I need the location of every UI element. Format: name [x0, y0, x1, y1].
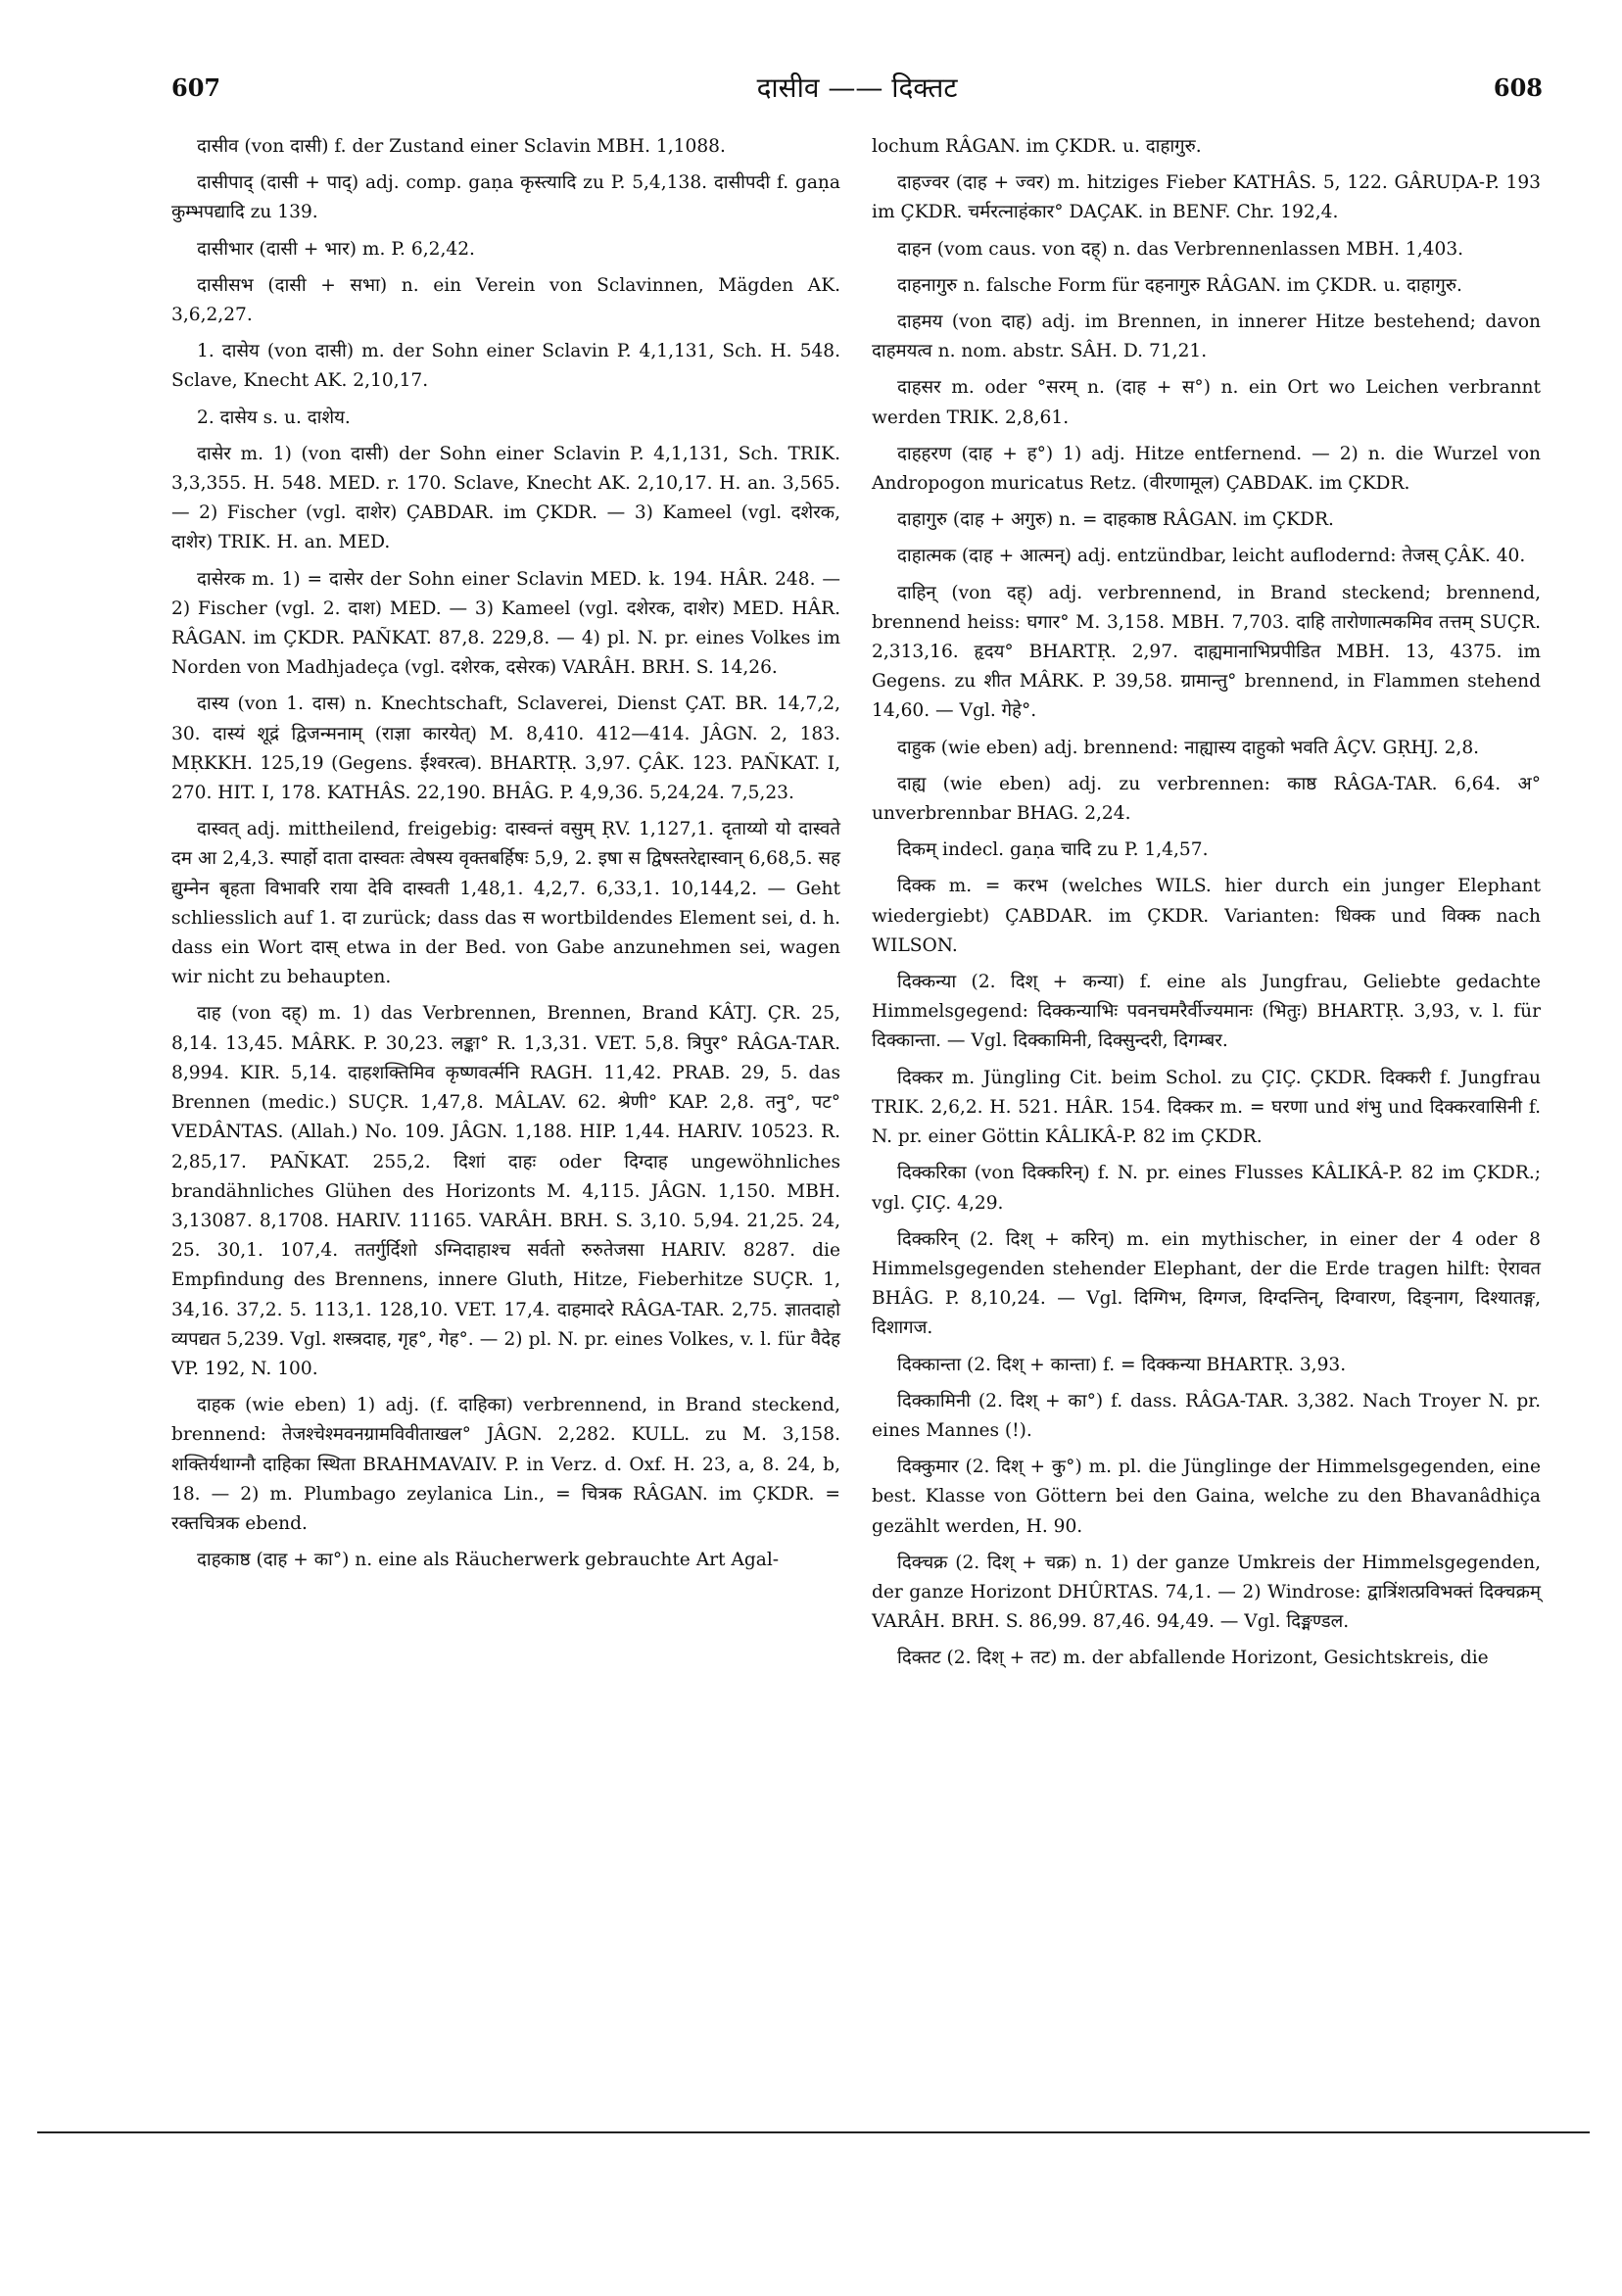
dictionary-entry: दाह (von दह्) m. 1) das Verbrennen, Brennen, Brand KÂTJ. ÇR. 25, 8,14. 13,45. MÂRK. P. 30,23. लङ्का° R. 1,3,31. VET. 5,8. त्रिपुर° RÂGA-TAR. 8,994. KIR. 5,14. दाहशक्तिमिव कृष्णवर्त्मनि RAGH. 11,42. PRAB. 29, 5. das Brennen (medic.) SUÇR. 1,47,8. MÂLAV. 62. श्रेणी° KAP. 2,8. तनु°, पट° VEDÂNTAS. (Allah.) No. 109. JÂGN. 1,188. HIP. 1,44. HARIV. 10523. R. 2,85,17. PAÑKAT. 255,2. दिशां दाहः oder दिग्दाह ungewöhnliches brandähnliches Glühen des Horizonts M. 4,115. JÂGN. 1,150. MBH. 3,13087. 8,1708. HARIV. 11165. VARÂH. BRH. S. 3,10. 5,94. 21,25. 24, 25. 30,1. 107,4. ततर्गुर्दिशो ऽग्निदाहाश्च सर्वतो रुरुतेजसा HARIV. 8287. die Empfindung des Brennens, innere Gluth, Hitze, Fieberhitze SUÇR. 1, 34,16. 37,2. 5. 113,1. 128,10. VET. 17,4. दाहमादरे RÂGA-TAR. 2,75. ज्ञातदाहो व्यपद्यत 5,239. Vgl. शस्त्रदाह, गृह°, गेह°. — 2) pl. N. pr. eines Volkes, v. l. für वैदेह VP. 192, N. 100.: [171, 1003, 840, 1379]
running-title: दासीव —— दिक्तट: [756, 72, 958, 104]
dictionary-entry: दाहज्वर (दाह + ज्वर) m. hitziges Fieber KATHÂS. 5, 122. GÂRUḌA-P. 193 im ÇKDR. चर्मरत्नाहंकार° DAÇAK. in BENF. Chr. 192,4.: [872, 172, 1541, 223]
dictionary-entry: दाहमय (von दाह) adj. im Brennen, in innerer Hitze bestehend; davon दाहमयत्व n. nom. abstr. SÂH. D. 71,21.: [872, 311, 1541, 362]
dictionary-entry: दाहात्मक (दाह + आत्मन्) adj. entzündbar, leicht auflodernd: तेजस् ÇÂK. 40.: [897, 546, 1526, 567]
dictionary-entry: दाहिन् (von दह्) adj. verbrennend, in Brand steckend; brennend, brennend heiss: घगार° M. 3,158. MBH. 7,703. दाहि तारोणात्मकमिव तत्तम् SUÇR. 2,313,16. हृदय° BHARTṚ. 2,97. दाह्यमानाभिप्रपीडित MBH. 13, 4375. im Gegens. zu शीत MÂRK. P. 39,58. ग्रामान्तु° brennend, in Flammen stehend 14,60. — Vgl. गेहे°.: [872, 582, 1541, 722]
dictionary-entry: दासीभार (दासी + भार) m. P. 6,2,42.: [197, 238, 475, 260]
dictionary-entry: दाहुक (wie eben) adj. brennend: नाह्यास्य दाहुको भवति ÂÇV. GṚHJ. 2,8.: [897, 737, 1480, 758]
dictionary-entry: दाह्य (wie eben) adj. zu verbrennen: काष्ठ RÂGA-TAR. 6,64. अ° unverbrennbar BHAG. 2,24.: [872, 773, 1541, 825]
dictionary-entry: दिक्कामिनी (2. दिश् + का°) f. dass. RÂGA-TAR. 3,382. Nach Troyer N. pr. eines Mannes (!).: [872, 1390, 1541, 1441]
dictionary-entry: दिक्कर m. Jüngling Cit. beim Schol. zu ÇIÇ. ÇKDR. दिक्करी f. Jungfrau TRIK. 2,6,2. H. 521. HÂR. 154. दिक्कर m. = घरणा und शंभु und दिक्करवासिनी f. N. pr. einer Göttin KÂLIKÂ-P. 82 im ÇKDR.: [872, 1067, 1541, 1148]
left-column: [171, 132, 840, 1582]
dictionary-entry: दासीसभ (दासी + सभा) n. ein Verein von Sclavinnen, Mägden AK. 3,6,2,27.: [171, 274, 840, 326]
dictionary-entry: दिक्कुमार (2. दिश् + कु°) m. pl. die Jünglinge der Himmelsgegenden, eine best. Klasse von Göttern bei den Gaina, welche zu den Bhavanâdhiça gezählt werden, H. 90.: [872, 1457, 1541, 1537]
dictionary-entry: 2. दासेय s. u. दाशेय.: [197, 407, 351, 428]
dictionary-entry: दासीव (von दासी) f. der Zustand einer Sclavin MBH. 1,1088.: [197, 136, 726, 157]
dictionary-entry: 1. दासेय (von दासी) m. der Sohn einer Sclavin P. 4,1,131, Sch. H. 548. Sclave, Knecht AK. 2,10,17.: [171, 341, 840, 392]
dictionary-entry-continued: lochum RÂGAN. im ÇKDR. u. दाहागुरु.: [872, 136, 1202, 157]
dictionary-entry: दासीपाद् (दासी + पाद्) adj. comp. gaṇa कृस्त्यादि zu P. 5,4,138. दासीपदी f. gaṇa कुम्भपद्यादि zu 139.: [171, 172, 840, 223]
dictionary-entry: दिकम् indecl. gaṇa चादि zu P. 1,4,57.: [897, 839, 1209, 861]
dictionary-entry: दाहहरण (दाह + ह°) 1) adj. Hitze entfernend. — 2) n. die Wurzel von Andropogon muricatus Retz. (वीरणामूल) ÇABDAK. im ÇKDR.: [872, 443, 1541, 495]
page-header: [171, 67, 1543, 108]
dictionary-entry: दास्वत् adj. mittheilend, freigebig: दास्वन्तं वसुम् ṚV. 1,127,1. दृताय्यो यो दास्वते दम आ 2,4,3. स्पार्हो दाता दास्वतः त्वेषस्य वृक्तबर्हिषः 5,9, 2. इषा स द्विषस्तरेद्दास्वान् 6,68,5. सह द्युम्नेन बृहता विभावरि राया देवि दास्वती 1,48,1. 4,2,7. 6,33,1. 10,144,2. — Geht schliesslich auf 1. दा zurück; dass das स wortbildendes Element sei, d. h. dass ein Wort दास् etwa in der Bed. von Gabe anzunehmen sei, wagen wir nicht zu behaupten.: [171, 819, 840, 988]
dictionary-entry: दाहनागुरु n. falsche Form für दहनागुरु RÂGAN. im ÇKDR. u. दाहागुरु.: [897, 274, 1462, 296]
dictionary-entry: दिक्चक्र (2. दिश् + चक्र) n. 1) der ganze Umkreis der Himmelsgegenden, der ganze Horizont DHÛRTAS. 74,1. — 2) Windrose: द्वात्रिंशत्प्रविभक्तं दिक्चक्रम् VARÂH. BRH. S. 86,99. 87,46. 94,49. — Vgl. दिङ्मण्डल.: [872, 1552, 1541, 1633]
dictionary-entry: दासेरक m. 1) = दासेर der Sohn einer Sclavin MED. k. 194. HÂR. 248. — 2) Fischer (vgl. 2. दाश) MED. — 3) Kameel (vgl. दशेरक, दाशेर) MED. HÂR. RÂGAN. im ÇKDR. PAÑKAT. 87,8. 229,8. — 4) pl. N. pr. eines Volkes im Norden von Madhjadeça (vgl. दशेरक, दसेरक) VARÂH. BRH. S. 14,26.: [171, 568, 840, 679]
page-number-right: 608: [1493, 72, 1543, 102]
dictionary-entry: दाहकाष्ठ (दाह + का°) n. eine als Räucherwerk gebrauchte Art Agal-: [197, 1550, 780, 1571]
dictionary-entry: दाहक (wie eben) 1) adj. (f. दाहिका) verbrennend, in Brand steckend, brennend: तेजश्चेश्मवनग्रामविवीताखल° JÂGN. 2,282. KULL. zu M. 3,158. शक्तिर्यथाग्नौ दाहिका स्थिता BRAHMAVAIV. P. in Verz. d. Oxf. H. 23, a, 8. 24, b, 18. — 2) m. Plumbago zeylanica Lin., = चित्रक RÂGAN. im ÇKDR. = रक्तचित्रक ebend.: [171, 1395, 840, 1534]
dictionary-entry: दिक्करिका (von दिक्करिन्) f. N. pr. eines Flusses KÂLIKÂ-P. 82 im ÇKDR.; vgl. ÇIÇ. 4,29.: [872, 1163, 1541, 1214]
dictionary-entry: दाहन (vom caus. von दह्) n. das Verbrennenlassen MBH. 1,403.: [897, 238, 1464, 260]
dictionary-entry: दाहागुरु (दाह + अगुरु) n. = दाहकाष्ठ RÂGAN. im ÇKDR.: [897, 509, 1334, 531]
dictionary-entry: दिक्क m. = करभ (welches WILS. hier durch ein junger Elephant wiedergiebt) ÇABDAR. im ÇKDR. Varianten: धिक्क und विक्क nach WILSON.: [872, 876, 1541, 956]
footer-rule: [37, 2131, 1590, 2133]
dictionary-entry: दिक्करिन् (2. दिश् + करिन्) m. ein mythischer, in einer der 4 oder 8 Himmelsgegenden stehender Elephant, der die Erde tragen hilft: ऐरावत BHÂG. P. 8,10,24. — Vgl. दिग्गिभ, दिग्गज, दिग्दन्तिन्, दिग्वारण, दिङ्नाग, दिश्यातङ्ग, दिशागज.: [872, 1228, 1541, 1339]
dictionary-entry: दिक्कन्या (2. दिश् + कन्या) f. eine als Jungfrau, Geliebte gedachte Himmelsgegend: दिक्कन्याभिः पवनचमरैर्वीज्यमानः (भितुः) BHARTṚ. 3,93, v. l. für दिक्कान्ता. — Vgl. दिक्कामिनी, दिक्सुन्दरी, दिगम्बर.: [872, 972, 1541, 1052]
dictionary-entry: दाहसर m. oder °सरम् n. (दाह + स°) n. ein Ort wo Leichen verbrannt werden TRIK. 2,8,61.: [872, 377, 1541, 428]
page-number-left: 607: [171, 72, 221, 102]
dictionary-entry: दिक्तट (2. दिश् + तट) m. der abfallende Horizont, Gesichtskreis, die: [897, 1648, 1489, 1669]
dictionary-entry: दास्य (von 1. दास) n. Knechtschaft, Sclaverei, Dienst ÇAT. BR. 14,7,2, 30. दास्यं शूद्रं द्विजन्मनाम् (राज्ञा कारयेत्) M. 8,410. 412—414. JÂGN. 2, 183. MṚKKH. 125,19 (Gegens. ईश्वरत्व). BHARTṚ. 3,97. ÇÂK. 123. PAÑKAT. I, 270. HIT. I, 178. KATHÂS. 22,190. BHÂG. P. 4,9,36. 5,24,24. 7,5,23.: [171, 694, 840, 804]
dictionary-entry: दिक्कान्ता (2. दिश् + कान्ता) f. = दिक्कन्या BHARTṚ. 3,93.: [897, 1354, 1347, 1375]
right-column: [872, 132, 1541, 1681]
dictionary-entry: दासेर m. 1) (von दासी) der Sohn einer Sclavin P. 4,1,131, Sch. TRIK. 3,3,355. H. 548. MED. r. 170. Sclave, Knecht AK. 2,10,17. H. an. 3,565. — 2) Fischer (vgl. दाशेर) ÇABDAR. im ÇKDR. — 3) Kameel (vgl. दशेरक, दाशेर) TRIK. H. an. MED.: [171, 443, 840, 553]
